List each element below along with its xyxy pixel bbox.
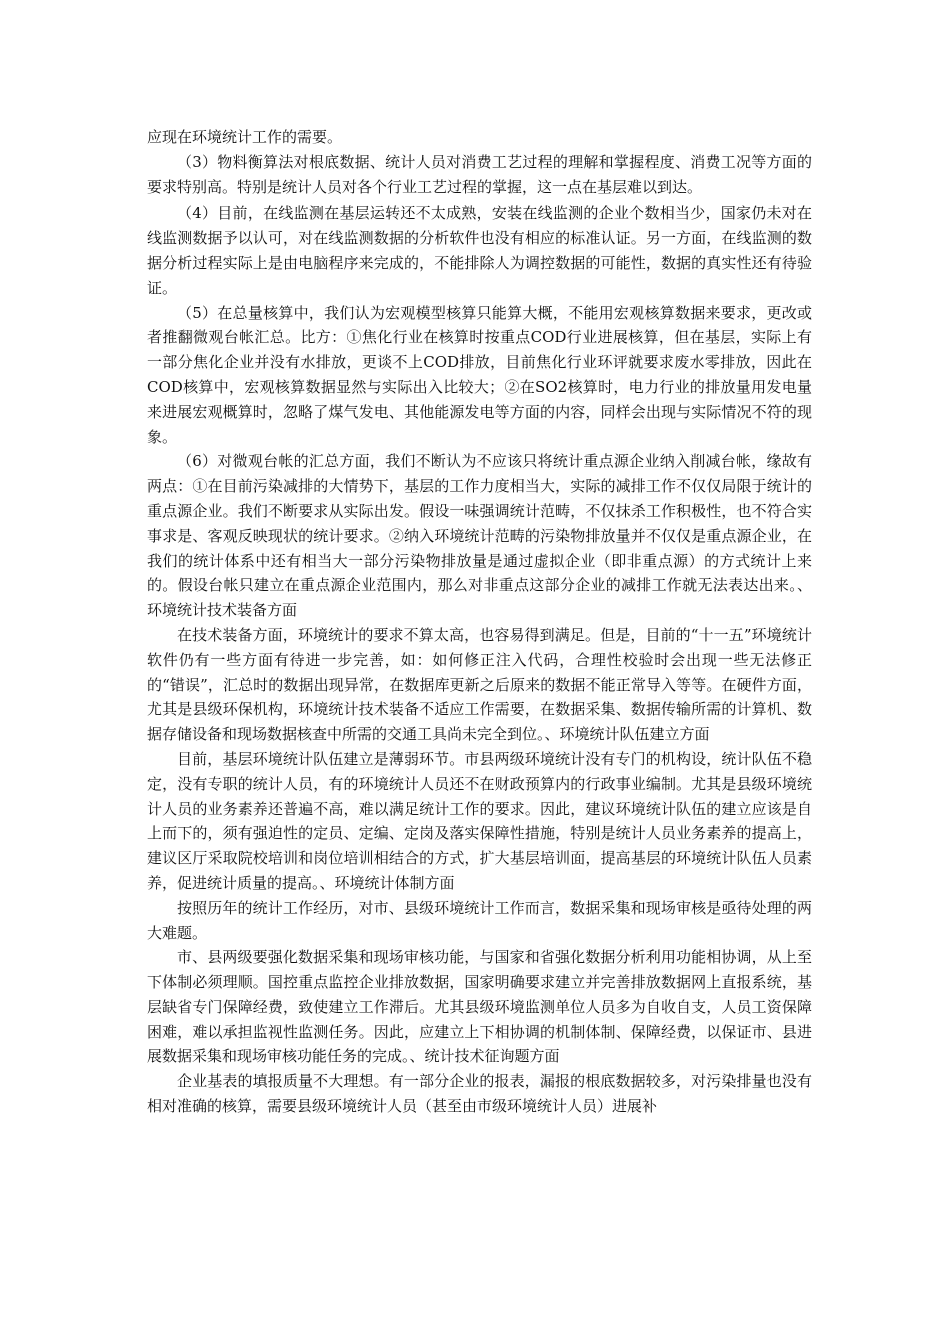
paragraph-report-quality: 企业基表的填报质量不大理想。有一部分企业的报表，漏报的根底数据较多，对污染排量也没有相对准确的核算，需要县级环境统计人员（甚至由市级环境统计人员）进展补	[147, 1072, 812, 1116]
paragraph-item-3: （3）物料衡算法对根底数据、统计人员对消费工艺过程的理解和掌握程度、消费工况等方面的要求特别高。特别是统计人员对各个行业工艺过程的掌握，这一点在基层难以到达。	[147, 152, 812, 196]
paragraph-continuation: 应现在环境统计工作的需要。	[147, 128, 343, 146]
paragraph-item-4: （4）目前，在线监测在基层运转还不太成熟，安装在线监测的企业个数相当少，国家仍未对在线监测数据予以认可，对在线监测数据的分析软件也没有相应的标准认证。另一方面，在线监测的数据分析过程实际上是由电脑程序来完成的，不能排除人为调控数据的可能性，数据的真实性还有待验证。	[147, 204, 812, 297]
paragraph-team-building: 目前，基层环境统计队伍建立是薄弱环节。市县两级环境统计没有专门的机构设，统计队伍不稳定，没有专职的统计人员，有的环境统计人员还不在财政预算内的行政事业编制。尤其是县级环境统计人员的业务素养还普遍不高，难以满足统计工作的要求。因此，建议环境统计队伍的建立应该是自上而下的，须有强迫性的定员、定编、定岗及落实保障性措施，特别是统计人员业务素养的提高上，建议区厅采取院校培训和岗位培训相结合的方式，扩大基层培训面，提高基层的环境统计队伍人员素养，促进统计质量的提高。、环境统计体制方面	[147, 749, 812, 892]
document-body	[147, 125, 812, 1119]
paragraph-tech-equipment: 在技术装备方面，环境统计的要求不算太高，也容易得到满足。但是，目前的“十一五”环境统计软件仍有一些方面有待进一步完善，如：如何修正注入代码，合理性校验时会出现一些无法修正的“错误”，汇总时的数据出现异常，在数据库更新之后原来的数据不能正常导入等等。在硬件方面，尤其是县级环保机构，环境统计技术装备不适应工作需要，在数据采集、数据传输所需的计算机、数据存储设备和现场数据核查中所需的交通工具尚未完全到位。、环境统计队伍建立方面	[147, 625, 812, 744]
paragraph-item-6: （6）对微观台帐的汇总方面，我们不断认为不应该只将统计重点源企业纳入削减台帐，缘故有两点：①在目前污染减排的大情势下，基层的工作力度相当大，实际的减排工作不仅仅局限于统计的重点源企业。我们不断要求从实际出发。假设一味强调统计范畴，不仅抹杀工作积极性，也不符合实事求是、客观反映现状的统计要求。②纳入环境统计范畴的污染物排放量并不仅仅是重点源企业，在我们的统计体系中还有相当大一部分污染物排放量是通过虚拟企业（即非重点源）的方式统计上来的。假设台帐只建立在重点源企业范围内，那么对非重点这部分企业的减排工作就无法表达出来。、环境统计技术装备方面	[147, 452, 812, 620]
paragraph-item-5: （5）在总量核算中，我们认为宏观模型核算只能算大概，不能用宏观核算数据来要求，更改或者推翻微观台帐汇总。比方：①焦化行业在核算时按重点COD行业进展核算，但在基层，实际上有一部分焦化企业并没有水排放，更谈不上COD排放，目前焦化行业环评就要求废水零排放，因此在COD核算中，宏观核算数据显然与实际出入比较大；②在SO2核算时，电力行业的排放量用发电量来进展宏观概算时，忽略了煤气发电、其他能源发电等方面的内容，同样会出现与实际情况不符的现象。	[147, 303, 812, 446]
paragraph-statistics-system: 按照历年的统计工作经历，对市、县级环境统计工作而言，数据采集和现场审核是亟待处理的两大难题。	[147, 898, 812, 942]
paragraph-data-collection: 市、县两级要强化数据采集和现场审核功能，与国家和省强化数据分析利用功能相协调，从上至下体制必须理顺。国控重点监控企业排放数据，国家明确要求建立并完善排放数据网上直报系统，基层缺省专门保障经费，致使建立工作滞后。尤其县级环境监测单位人员多为自收自支，人员工资保障困难，难以承担监视性监测任务。因此，应建立上下相协调的机制体制、保障经费，以保证市、县进展数据采集和现场审核功能任务的完成。、统计技术征询题方面	[147, 948, 812, 1066]
